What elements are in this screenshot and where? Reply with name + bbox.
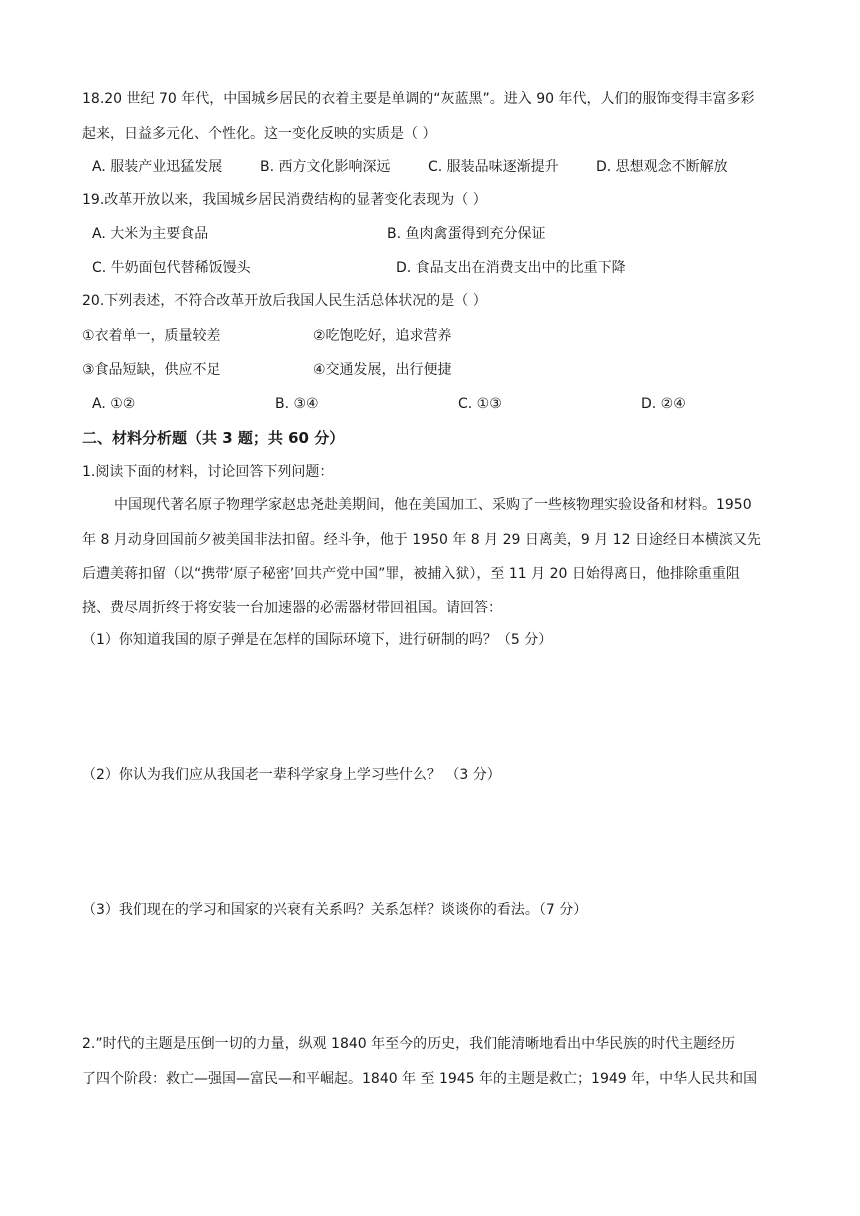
q18-stem-line1: 18.20 世纪 70 年代，中国城乡居民的衣着主要是单调的“灰蓝黑”。进入 90 年代，人们的服饰变得丰富多彩 xyxy=(82,91,755,107)
section-heading: 二、材料分析题（共 3 题；共 60 分） xyxy=(82,429,345,447)
m1-paragraph-line3: 后遭美蒋扣留（以“携带‘原子秘密’回共产党中国”罪，被捕入狱），至 11 月 20 日始得离日，他排除重重阻 xyxy=(82,566,740,582)
q18-option-d: D. 思想观念不断解放 xyxy=(596,159,728,175)
m1-subquestion-3: （3）我们现在的学习和国家的兴衰有关系吗？关系怎样？谈谈你的看法。（7 分） xyxy=(82,902,588,918)
m1-paragraph-line2: 年 8 月动身回国前夕被美国非法扣留。经斗争，他于 1950 年 8 月 29 日离美，9 月 12 日途经日本横滨又先 xyxy=(82,532,761,548)
m1-subquestion-1: （1）你知道我国的原子弹是在怎样的国际环境下，进行研制的吗？（5 分） xyxy=(82,632,553,648)
q20-stem: 20.下列表述，不符合改革开放后我国人民生活总体状况的是（ ） xyxy=(82,293,487,309)
q20-item-3: ③食品短缺，供应不足 xyxy=(82,362,221,378)
q20-option-d: D. ②④ xyxy=(641,396,686,412)
q18-option-b: B. 西方文化影响深远 xyxy=(260,159,391,175)
m2-paragraph-line2: 了四个阶段：救亡—强国—富民—和平崛起。1840 年 至 1945 年的主题是救亡；1949 年，中华人民共和国 xyxy=(82,1071,758,1087)
q18-option-c: C. 服装品味逐渐提升 xyxy=(428,159,559,175)
m1-intro: 1.阅读下面的材料，讨论回答下列问题： xyxy=(82,464,334,480)
q20-option-a: A. ①② xyxy=(92,396,136,412)
q19-option-d: D. 食品支出在消费支出中的比重下降 xyxy=(396,260,626,276)
m1-paragraph-line1: 中国现代著名原子物理学家赵忠尧赴美期间，他在美国加工、采购了一些核物理实验设备和材料。1950 xyxy=(114,497,752,513)
q19-option-c: C. 牛奶面包代替稀饭馒头 xyxy=(92,260,251,276)
m2-paragraph-line1: 2.”时代的主题是压倒一切的力量，纵观 1840 年至今的历史，我们能清晰地看出中华民族的时代主题经历 xyxy=(82,1036,736,1052)
q18-stem-line2: 起来，日益多元化、个性化。这一变化反映的实质是（ ） xyxy=(82,126,437,142)
q19-option-a: A. 大米为主要食品 xyxy=(92,226,209,242)
m1-subquestion-2: （2）你认为我们应从我国老一辈科学家身上学习些什么？ （3 分） xyxy=(82,767,501,783)
q19-option-b: B. 鱼肉禽蛋得到充分保证 xyxy=(387,226,546,242)
q19-stem: 19.改革开放以来，我国城乡居民消费结构的显著变化表现为（ ） xyxy=(82,192,487,208)
q20-item-2: ②吃饱吃好，追求营养 xyxy=(313,328,452,344)
q18-option-a: A. 服装产业迅猛发展 xyxy=(92,159,223,175)
q20-item-4: ④交通发展，出行便捷 xyxy=(313,362,452,378)
m1-paragraph-line4: 挠、费尽周折终于将安装一台加速器的必需器材带回祖国。请回答： xyxy=(82,600,502,616)
q20-option-b: B. ③④ xyxy=(275,396,319,412)
q20-item-1: ①衣着单一，质量较差 xyxy=(82,328,221,344)
q20-option-c: C. ①③ xyxy=(458,396,502,412)
